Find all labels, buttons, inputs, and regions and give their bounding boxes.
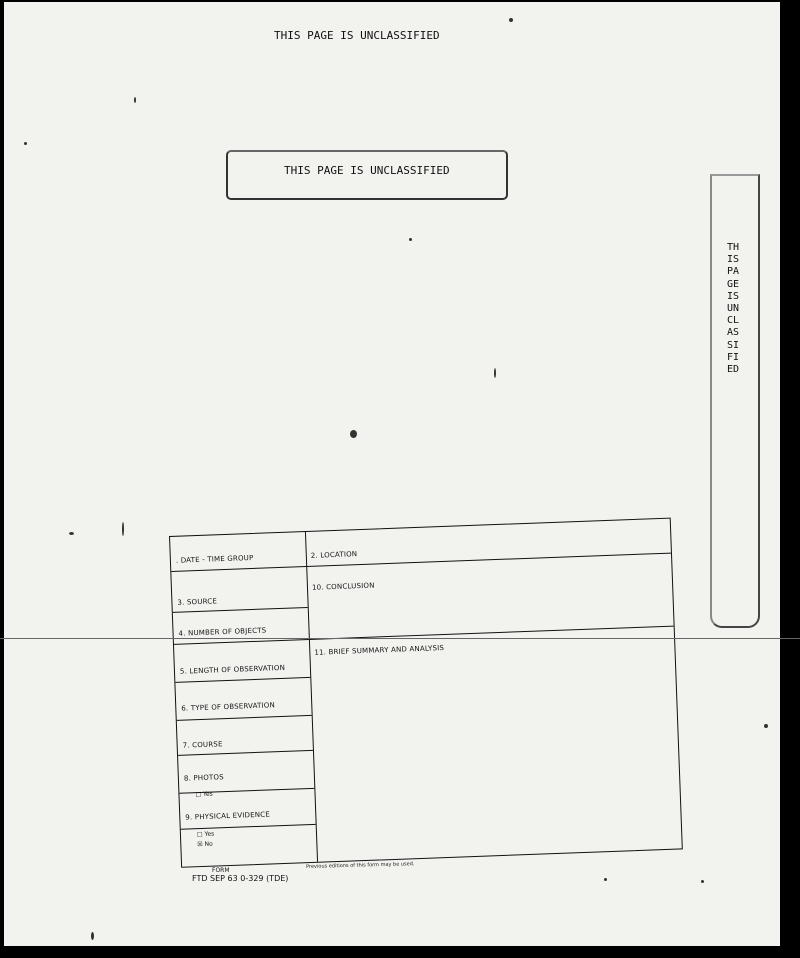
scan-speck bbox=[509, 18, 513, 22]
scan-speck bbox=[24, 142, 27, 145]
physical-no-checkbox[interactable]: ☒ No bbox=[197, 840, 213, 849]
physical-no-label: No bbox=[204, 840, 213, 848]
footer-form-id: FTD SEP 63 0-329 (TDE) bbox=[192, 874, 289, 883]
form-rule bbox=[171, 566, 306, 572]
scan-speck bbox=[701, 880, 704, 883]
field-brief-summary: 11. BRIEF SUMMARY AND ANALYSIS bbox=[314, 643, 445, 657]
scan-speck bbox=[134, 97, 136, 103]
form-rule bbox=[306, 553, 671, 567]
side-classification-text: THIS PAGE IS UNCLASSIFIED bbox=[726, 242, 740, 376]
form-column-divider bbox=[305, 532, 318, 862]
form-rule bbox=[175, 677, 310, 683]
observation-form bbox=[169, 518, 683, 868]
form-rule bbox=[174, 639, 309, 645]
field-source: 3. SOURCE bbox=[177, 597, 218, 607]
form-rule bbox=[173, 607, 308, 613]
field-physical-evidence: 9. PHYSICAL EVIDENCE bbox=[185, 810, 271, 822]
photos-yes-checkbox[interactable]: □ Yes bbox=[195, 790, 213, 799]
scan-speck bbox=[604, 878, 607, 881]
physical-yes-label: Yes bbox=[204, 830, 215, 838]
scan-speck bbox=[91, 932, 94, 940]
form-rule bbox=[178, 750, 313, 756]
field-location: 2. LOCATION bbox=[310, 550, 358, 560]
form-rule bbox=[177, 715, 312, 721]
scan-speck bbox=[409, 238, 412, 241]
field-type-of-observation: 6. TYPE OF OBSERVATION bbox=[181, 701, 276, 713]
footer-form-word: FORM bbox=[212, 867, 230, 874]
field-conclusion: 10. CONCLUSION bbox=[311, 581, 375, 592]
photos-yes-label: Yes bbox=[202, 790, 213, 798]
document-page bbox=[4, 2, 780, 946]
field-number-of-objects: 4. NUMBER OF OBJECTS bbox=[178, 626, 267, 638]
field-course: 7. COURSE bbox=[182, 740, 223, 750]
stamp-classification-text: THIS PAGE IS UNCLASSIFIED bbox=[284, 164, 450, 177]
scan-speck bbox=[494, 368, 496, 378]
scan-speck bbox=[69, 532, 74, 535]
scan-speck bbox=[764, 724, 768, 728]
field-photos: 8. PHOTOS bbox=[183, 773, 224, 783]
field-date-time-group: . DATE - TIME GROUP bbox=[175, 553, 254, 565]
scan-speck bbox=[122, 522, 124, 536]
scan-line bbox=[0, 638, 800, 639]
classification-stamp bbox=[226, 150, 508, 200]
form-rule bbox=[181, 824, 316, 830]
footer-note: Previous editions of this form may be used. bbox=[306, 861, 415, 870]
scan-speck bbox=[350, 430, 357, 438]
field-length-of-observation: 5. LENGTH OF OBSERVATION bbox=[179, 663, 286, 676]
header-classification: THIS PAGE IS UNCLASSIFIED bbox=[274, 29, 440, 42]
physical-yes-checkbox[interactable]: □ Yes bbox=[196, 830, 215, 839]
